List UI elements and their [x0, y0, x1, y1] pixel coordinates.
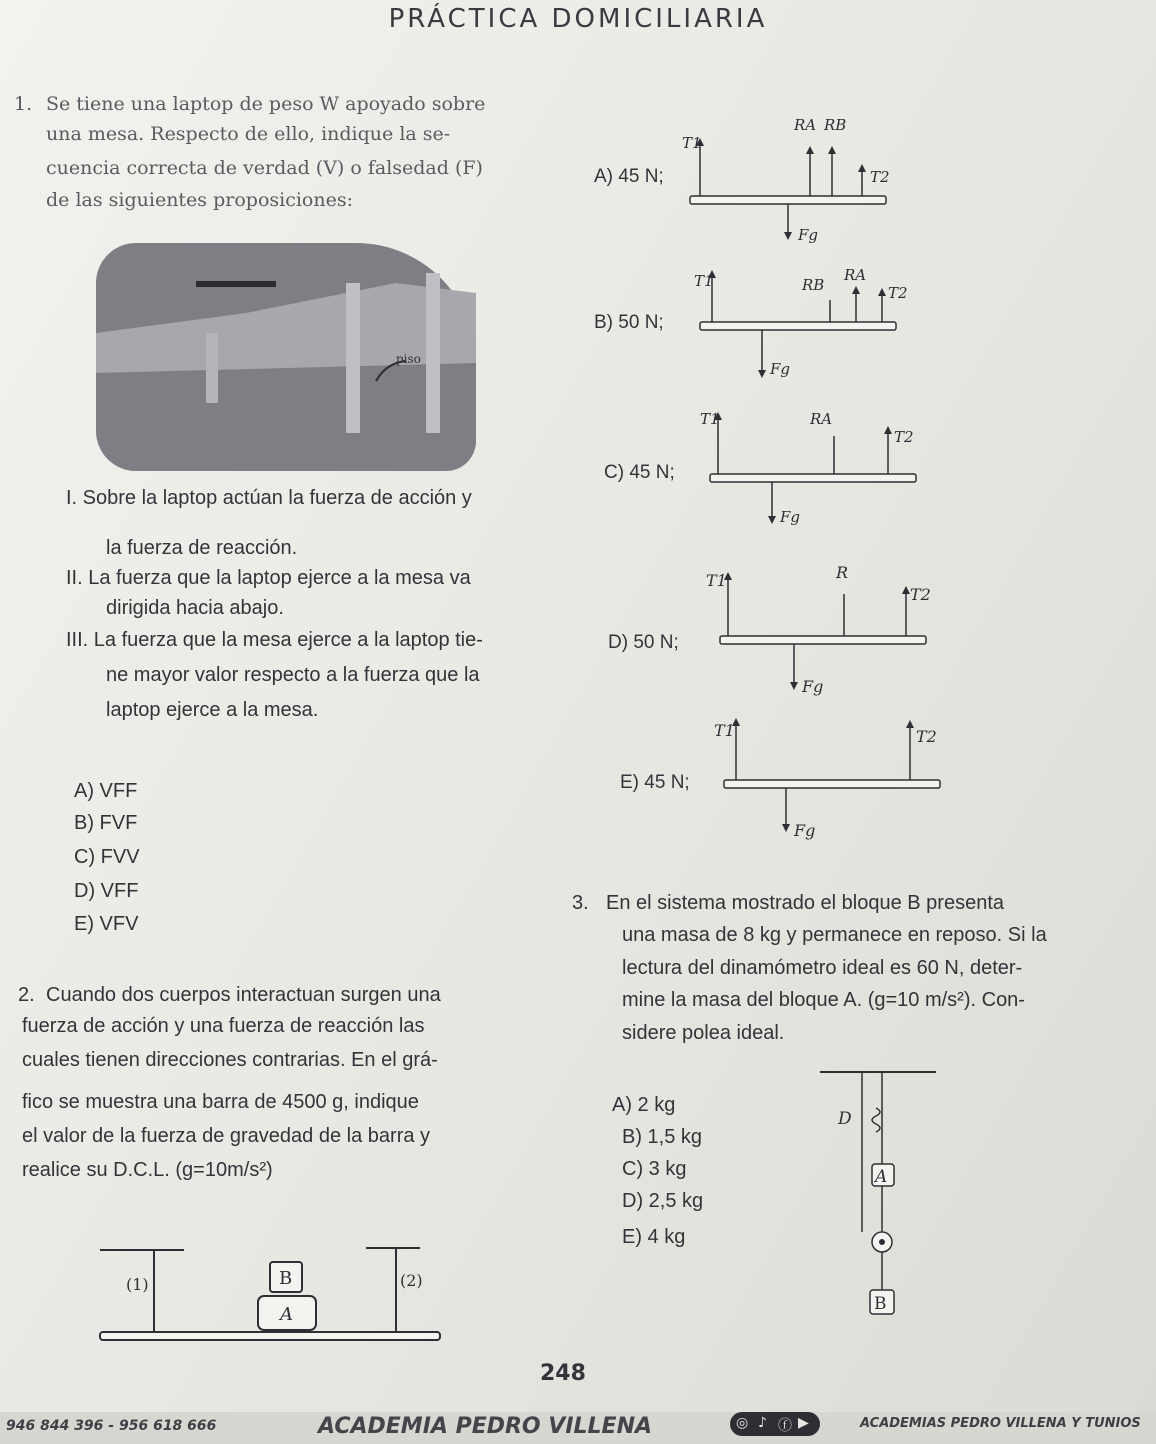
fg-arrow-head — [784, 232, 792, 240]
dynamometer-label: D — [838, 1109, 852, 1129]
table-leg — [206, 333, 218, 403]
q2-option-label: B) 50 N; — [594, 312, 664, 333]
q3-option: B) 1,5 kg — [622, 1126, 703, 1148]
q1-statement: la fuerza de reacción. — [106, 537, 298, 559]
fg-arrow-head — [758, 370, 766, 378]
q2-option-c-dcl — [690, 402, 930, 542]
q2-bar-diagram — [96, 1240, 446, 1355]
q3-line: sidere polea ideal. — [622, 1022, 785, 1044]
q2-option-a-dcl — [660, 110, 900, 250]
q3-pulley-diagram — [810, 1064, 960, 1334]
force-label: Fg — [802, 677, 824, 696]
force-label: T2 — [910, 585, 931, 604]
q3-line: lectura del dinamómetro ideal es 60 N, deter- — [622, 957, 1023, 979]
q1-line: cuencia correcta de verdad (V) o falsedad (F) — [46, 157, 483, 179]
force-label: T2 — [894, 428, 914, 446]
bar — [724, 780, 940, 788]
table-laptop-photo — [96, 243, 476, 471]
q2-option-d-dcl — [700, 558, 940, 708]
q1-statement: dirigida hacia abajo. — [106, 597, 284, 619]
force-label: RA — [794, 116, 817, 134]
bar — [100, 1332, 440, 1340]
q3-line: mine la masa del bloque A. (g=10 m/s²). Con- — [622, 989, 1025, 1011]
block-b-label: B — [279, 1268, 293, 1289]
q1-option: A) VFF — [74, 780, 138, 802]
q2-option-label: A) 45 N; — [594, 166, 664, 187]
q1-statement: III. La fuerza que la mesa ejerce a la laptop tie- — [66, 629, 483, 651]
q2-option-label: D) 50 N; — [608, 632, 679, 653]
table-photo-drawing — [96, 243, 476, 471]
force-label: T2 — [888, 284, 908, 302]
fg-arrow-head — [768, 516, 776, 524]
string-1-label: (1) — [126, 1275, 149, 1294]
q1-option: E) VFV — [74, 913, 139, 935]
force-label: RA — [844, 266, 867, 284]
t2-arrow-head — [906, 720, 914, 728]
q2-option-e-dcl — [710, 712, 950, 862]
q1-line: una mesa. Respecto de ello, indique la se- — [46, 123, 451, 145]
force-label: T1 — [714, 721, 735, 740]
block-a-label: A — [875, 1167, 888, 1187]
pulley-axle — [879, 1239, 885, 1245]
q2-line: el valor de la fuerza de gravedad de la barra y — [22, 1125, 431, 1147]
force-label: Fg — [780, 508, 801, 526]
youtube-icon: ▶ — [798, 1415, 809, 1431]
fg-arrow-head — [790, 682, 798, 690]
q2-line: Cuando dos cuerpos interactuan surgen una — [46, 984, 441, 1006]
string-2-label: (2) — [400, 1271, 423, 1290]
q3-option: D) 2,5 kg — [622, 1190, 704, 1212]
force-label: T1 — [700, 410, 720, 428]
footer-social: ACADEMIAS PEDRO VILLENA Y TUNIOS — [860, 1416, 1141, 1431]
instagram-icon: ◎ — [736, 1415, 749, 1431]
t2-arrow-head — [902, 586, 910, 594]
ra-arrow-head — [806, 146, 814, 154]
dynamometer-spring — [872, 1108, 880, 1132]
laptop — [196, 281, 276, 287]
q1-option: C) FVV — [74, 846, 140, 868]
social-icons — [730, 1412, 820, 1436]
t2-arrow-head — [884, 426, 892, 434]
force-label: T2 — [916, 727, 937, 746]
force-label: Fg — [794, 821, 816, 840]
q1-line: Se tiene una laptop de peso W apoyado sobre — [46, 93, 486, 115]
force-label: RA — [810, 410, 833, 428]
rb-arrow-head — [828, 146, 836, 154]
q2-number: 2. — [18, 984, 35, 1006]
q3-option: C) 3 kg — [622, 1158, 687, 1180]
q2-line: realice su D.C.L. (g=10m/s²) — [22, 1159, 273, 1181]
table-leg — [426, 273, 440, 433]
q3-option: E) 4 kg — [622, 1226, 686, 1248]
q1-line: de las siguientes proposiciones: — [46, 189, 353, 211]
block-b-label: B — [874, 1294, 887, 1314]
force-label: Fg — [798, 226, 819, 244]
bar — [700, 322, 896, 330]
bar — [710, 474, 916, 482]
tiktok-icon: ♪ — [758, 1415, 767, 1431]
force-label: T1 — [694, 272, 714, 290]
force-label: T2 — [870, 168, 890, 186]
q2-line: fuerza de acción y una fuerza de reacción las — [22, 1015, 425, 1037]
q3-number: 3. — [572, 892, 589, 914]
force-label: RB — [802, 276, 825, 294]
force-label: RB — [824, 116, 847, 134]
q3-line: una masa de 8 kg y permanece en reposo. Si la — [622, 924, 1047, 946]
block-a-label: A — [280, 1304, 293, 1325]
footer-bar — [0, 1412, 1156, 1444]
q2-line: cuales tienen direcciones contrarias. En el grá- — [22, 1049, 438, 1071]
bar — [720, 636, 926, 644]
footer-phone: 946 844 396 - 956 618 666 — [6, 1418, 217, 1434]
photo-label: piso — [396, 352, 421, 366]
q1-number: 1. — [14, 93, 33, 115]
q2-line: fico se muestra una barra de 4500 g, indique — [22, 1091, 419, 1113]
page-title: PRÁCTICA DOMICILIARIA — [388, 4, 768, 34]
q1-statement: laptop ejerce a la mesa. — [106, 699, 319, 721]
facebook-icon: ⓕ — [778, 1418, 792, 1434]
q1-statement: II. La fuerza que la laptop ejerce a la mesa va — [66, 567, 471, 589]
q2-option-label: C) 45 N; — [604, 462, 675, 483]
q1-statement: I. Sobre la laptop actúan la fuerza de acción y — [66, 487, 472, 509]
force-label: T1 — [706, 571, 727, 590]
t2-arrow-head — [858, 164, 866, 172]
footer-academy: ACADEMIA PEDRO VILLENA — [318, 1414, 653, 1439]
q2-option-label: E) 45 N; — [620, 772, 690, 793]
q3-line: En el sistema mostrado el bloque B presenta — [606, 892, 1004, 914]
force-label: Fg — [770, 360, 791, 378]
t2-arrow-head — [878, 288, 886, 296]
table-leg — [346, 283, 360, 433]
q2-option-b-dcl — [660, 262, 910, 392]
q3-option: A) 2 kg — [612, 1094, 676, 1116]
force-label: R — [836, 563, 849, 582]
ra-arrow-head — [852, 286, 860, 294]
q1-option: D) VFF — [74, 880, 139, 902]
fg-arrow-head — [782, 824, 790, 832]
q1-option: B) FVF — [74, 812, 138, 834]
page-number: 248 — [540, 1361, 586, 1386]
q1-statement: ne mayor valor respecto a la fuerza que la — [106, 664, 480, 686]
force-label: T1 — [682, 134, 702, 152]
bar — [690, 196, 886, 204]
